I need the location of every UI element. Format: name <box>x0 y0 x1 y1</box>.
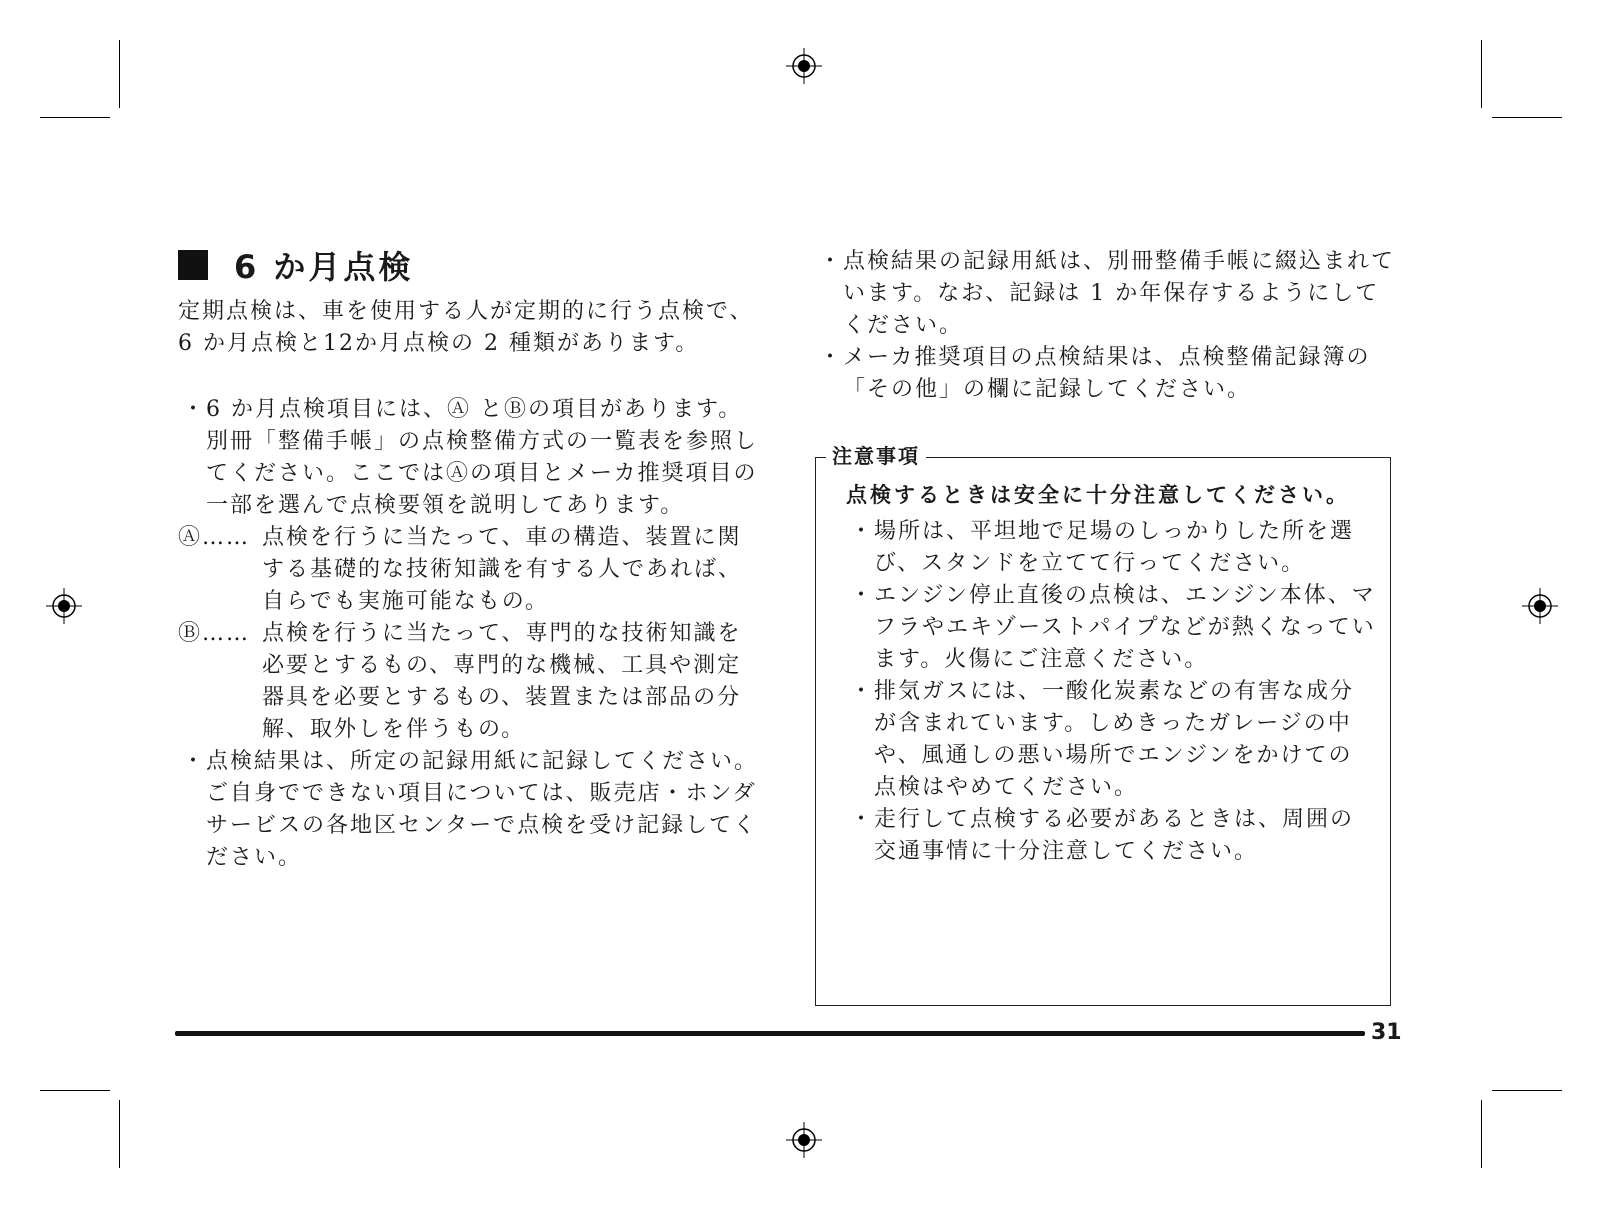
caution-item-text: エンジン停止直後の点検は、エンジン本体、マフラやエキゾーストパイプなどが熱くなっています。火傷にご注意ください。 <box>874 583 1376 672</box>
crop-mark <box>1481 1100 1482 1168</box>
crop-mark <box>40 117 110 118</box>
definition-text: 点検を行うに当たって、車の構造、装置に関する基礎的な技術知識を有する人であれば、自らでも実施可能なもの。 <box>262 525 743 614</box>
footer-rule <box>175 1031 1365 1036</box>
definition-key: Ⓑ…… <box>178 621 251 646</box>
list-item-text: 6 か月点検項目には、Ⓐ とⒷの項目があります。別冊「整備手帳」の点検整備方式の一覧表を参照してください。ここではⒶの項目とメーカ推奨項目の一部を選んで点検要領を説明してあります。 <box>206 397 759 518</box>
heading-square-icon <box>178 250 208 280</box>
intro-paragraph: 定期点検は、車を使用する人が定期的に行う点検で、 6 か月点検と12か月点検の 2 種類があります。 <box>178 299 754 356</box>
list-item-text: メーカ推奨項目の点検結果は、点検整備記録簿の「その他」の欄に記録してください。 <box>843 345 1371 402</box>
list-item <box>815 342 1395 406</box>
caution-title: 注意事項 <box>826 440 926 469</box>
caution-item-text: 場所は、平坦地で足場のしっかりした所を選び、スタンドを立てて行ってください。 <box>874 519 1355 576</box>
list-item-text: 点検結果の記録用紙は、別冊整備手帳に綴込まれています。なお、記録は 1 か年保存するようにしてください。 <box>843 249 1396 338</box>
bullet-mark: ・ <box>182 749 207 774</box>
caution-item <box>846 580 1376 676</box>
bullet-mark: ・ <box>182 397 207 422</box>
section-heading <box>178 240 758 290</box>
definition-key: Ⓐ…… <box>178 525 251 550</box>
caution-item <box>846 676 1376 804</box>
bullet-mark: ・ <box>819 249 844 274</box>
caution-item-text: 排気ガスには、一酸化炭素などの有害な成分が含まれています。しめきったガレージの中や、風通しの悪い場所でエンジンをかけての点検はやめてください。 <box>874 679 1355 800</box>
bullet-mark: ・ <box>850 679 875 704</box>
list-item-text: 点検結果は、所定の記録用紙に記録してください。ご自身でできない項目については、販売店・ホンダサービスの各地区センターで点検を受け記録してください。 <box>206 749 759 870</box>
bullet-mark: ・ <box>850 519 875 544</box>
left-column <box>178 240 758 874</box>
crop-mark <box>119 1100 120 1168</box>
crop-mark <box>1492 1090 1562 1091</box>
bullet-mark: ・ <box>819 345 844 370</box>
page-number: 31 <box>1371 1020 1402 1045</box>
definition-item <box>178 522 758 618</box>
bullet-mark: ・ <box>850 583 875 608</box>
page-title: 6 か月点検 <box>234 248 414 286</box>
caution-box <box>815 444 1391 1006</box>
registration-mark-bottom <box>786 1122 822 1158</box>
crop-mark <box>40 1090 110 1091</box>
caution-item <box>846 516 1376 580</box>
crop-mark <box>1481 40 1482 108</box>
list-item <box>815 246 1395 342</box>
registration-mark-left <box>46 588 82 624</box>
caution-item-text: 走行して点検する必要があるときは、周囲の交通事情に十分注意してください。 <box>874 807 1355 864</box>
definition-item <box>178 618 758 746</box>
bullet-mark: ・ <box>850 807 875 832</box>
crop-mark <box>1492 117 1562 118</box>
caution-lead: 点検するときは安全に十分注意してください。 <box>846 483 1350 507</box>
list-item <box>178 394 758 522</box>
list-item <box>178 746 758 874</box>
registration-mark-right <box>1522 588 1558 624</box>
right-column <box>815 246 1395 406</box>
crop-mark <box>119 40 120 108</box>
registration-mark-top <box>786 48 822 84</box>
caution-item <box>846 804 1376 868</box>
definition-text: 点検を行うに当たって、専門的な技術知識を必要とするもの、専門的な機械、工具や測定器具を必要とするもの、装置または部品の分解、取外しを伴うもの。 <box>262 621 742 742</box>
